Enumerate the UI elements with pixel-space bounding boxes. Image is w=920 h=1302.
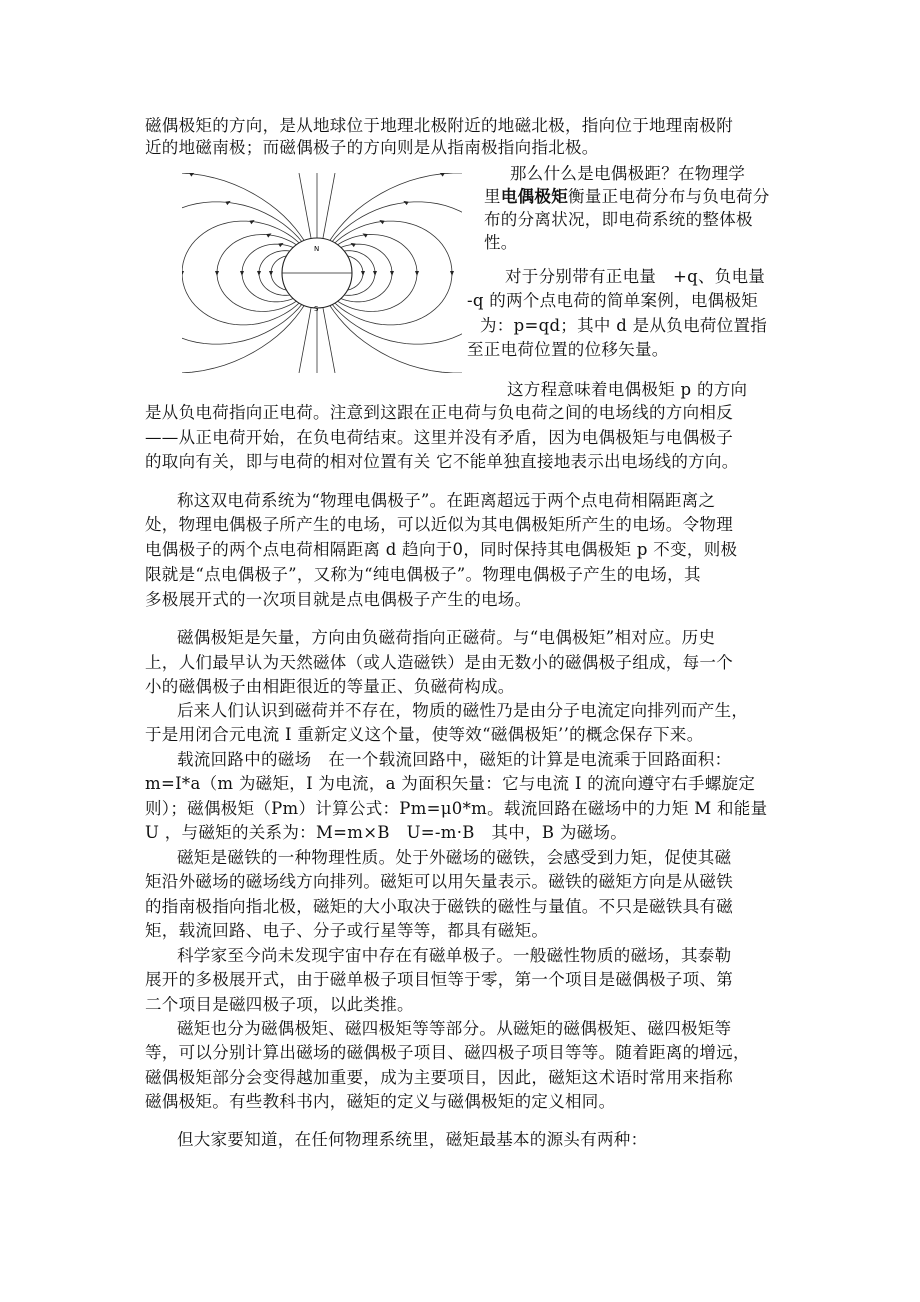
field-arrow <box>415 271 419 276</box>
field-line <box>299 173 311 238</box>
field-arrow <box>361 271 365 276</box>
field-line <box>323 308 335 373</box>
body-line: 磁偶极矩部分会变得越加重要，成为主要项目，因此，磁矩这术语时常用来指称 <box>145 1068 733 1087</box>
field-arrow <box>269 271 273 276</box>
field-arrow <box>378 218 384 224</box>
field-arrow <box>402 199 408 205</box>
field-arrow <box>225 199 231 205</box>
south-pole-label: S <box>314 305 319 313</box>
body-line: 称这双电荷系统为“物理电偶极子”。在距离超远于两个点电荷相隔距离之 <box>177 491 716 510</box>
bold-term-electric-dipole-moment: 电偶极矩 <box>500 187 569 206</box>
body-line: 小的磁偶极子由相距很近的等量正、负磁荷构成。 <box>145 677 515 696</box>
body-line: 但大家要知道，在任何物理系统里，磁矩最基本的源头有两种： <box>177 1130 648 1149</box>
body-line: 电偶极子的两个点电荷相隔距离 d 趋向于0，同时保持其电偶极矩 p 不变，则极 <box>145 540 738 559</box>
body-line: 磁偶极矩。有些教科书内，磁矩的定义与磁偶极矩的定义相同。 <box>145 1092 616 1111</box>
body-line: m=I*a（m 为磁矩，I 为电流，a 为面积矢量：它与电流 I 的流向遵守右手螺旋定 <box>145 774 756 793</box>
body-line: 多极展开式的一次项目就是点电偶极子产生的电场。 <box>145 590 532 609</box>
field-line <box>323 173 335 238</box>
side-text: 里 <box>484 187 501 206</box>
field-arrow <box>373 271 377 276</box>
field-arrow <box>257 271 261 276</box>
body-line: 于是用闭合元电流 I 重新定义这个量，使等效“磁偶极矩’’的概念保存下来。 <box>145 725 704 744</box>
side-p1-line-2 <box>484 186 770 208</box>
field-line <box>299 308 311 373</box>
body-line: 磁矩是磁铁的一种物理性质。处于外磁场的磁铁，会感受到力矩，促使其磁 <box>177 848 732 867</box>
body-line: 则）；磁偶极矩（Pm）计算公式：Pm=μ0*m。载流回路在磁场中的力矩 M 和能量 <box>145 799 768 818</box>
side-p3-line-1: 这方程意味着电偶极矩 p 的方向 <box>507 380 748 399</box>
body-line: U ，与磁矩的关系为：M=m×B U=-m·B 其中，B 为磁场。 <box>145 823 628 842</box>
field-arrow <box>278 241 284 247</box>
body-line: ——从正电荷开始，在负电荷结束。这里并没有矛盾，因为电偶极矩与电偶极子 <box>145 428 733 447</box>
field-arrow <box>215 271 219 276</box>
field-arrow <box>390 271 394 276</box>
field-arrow <box>240 271 244 276</box>
field-arrow <box>249 218 255 224</box>
body-line: 限就是“点电偶极子”，又称为“纯电偶极子”。物理电偶极子产生的电场，其 <box>145 565 701 584</box>
body-line: 处，物理电偶极子所产生的电场，可以近似为其电偶极矩所产生的电场。令物理 <box>145 515 733 534</box>
field-arrow <box>438 173 444 177</box>
field-arrow <box>266 232 272 238</box>
body-line: 的指南极指向指北极，磁矩的大小取决于磁铁的磁性与量值。不只是磁铁具有磁 <box>145 897 733 916</box>
body-line: 矩，载流回路、电子、分子或行星等等，都具有磁矩。 <box>145 921 549 940</box>
body-line: 展开的多极展开式，由于磁单极子项目恒等于零，第一个项目是磁偶极子项、第 <box>145 970 733 989</box>
field-arrow <box>361 232 367 238</box>
body-line: 的取向有关，即与电荷的相对位置有关 它不能单独直接地表示出电场线的方向。 <box>145 452 739 471</box>
field-arrow <box>349 241 355 247</box>
side-p2-line-4: 至正电荷位置的位移矢量。 <box>467 340 669 359</box>
dipole-field-diagram <box>182 173 462 373</box>
body-line: 矩沿外磁场的磁场线方向排列。磁矩可以用矢量表示。磁铁的磁矩方向是从磁铁 <box>145 872 733 891</box>
side-p2-line-2: -q 的两个点电荷的简单案例，电偶极矩 <box>467 291 759 310</box>
side-p1-line-1: 那么什么是电偶极距？在物理学 <box>510 164 746 183</box>
intro-line-1: 磁偶极矩的方向，是从地球位于地理北极附近的地磁北极，指向位于地理南极附 <box>145 116 733 135</box>
body-line: 等，可以分别计算出磁场的磁偶极子项目、磁四极子项目等等。随着距离的增远， <box>145 1043 750 1062</box>
field-arrow <box>189 173 195 177</box>
body-line: 磁偶极矩是矢量，方向由负磁荷指向正磁荷。与“电偶极矩”相对应。历史 <box>177 628 716 647</box>
body-line: 科学家至今尚未发现宇宙中存在有磁单极子。一般磁性物质的磁场，其泰勒 <box>177 946 732 965</box>
body-line: 二个项目是磁四极子项，以此类推。 <box>145 995 414 1014</box>
field-arrow <box>450 271 454 276</box>
side-p1-line-3: 布的分离状况，即电荷系统的整体极 <box>484 210 753 229</box>
side-p1-line-4: 性。 <box>484 233 518 252</box>
side-p2-line-1: 对于分别带有正电量 +q、负电量 <box>505 267 766 286</box>
north-pole-label: N <box>314 245 320 253</box>
body-line: 载流回路中的磁场 在一个载流回路中，磁矩的计算是电流乘于回路面积： <box>177 750 732 769</box>
body-line: 磁矩也分为磁偶极矩、磁四极矩等等部分。从磁矩的磁偶极矩、磁四极矩等 <box>177 1019 732 1038</box>
body-line: 后来人们认识到磁荷并不存在，物质的磁性乃是由分子电流定向排列而产生， <box>177 701 749 720</box>
body-line: 是从负电荷指向正电荷。注意到这跟在正电荷与负电荷之间的电场线的方向相反 <box>145 403 733 422</box>
intro-line-2: 近的地磁南极；而磁偶极子的方向则是从指南极指向指北极。 <box>145 138 599 157</box>
body-line: 上，人们最早认为天然磁体（或人造磁铁）是由无数小的磁偶极子组成，每一个 <box>145 653 733 672</box>
side-p2-line-3: 为：p=qd；其中 d 是从负电荷位置指 <box>480 316 768 335</box>
side-text: 衡量正电荷分布与负电荷分 <box>568 187 770 206</box>
